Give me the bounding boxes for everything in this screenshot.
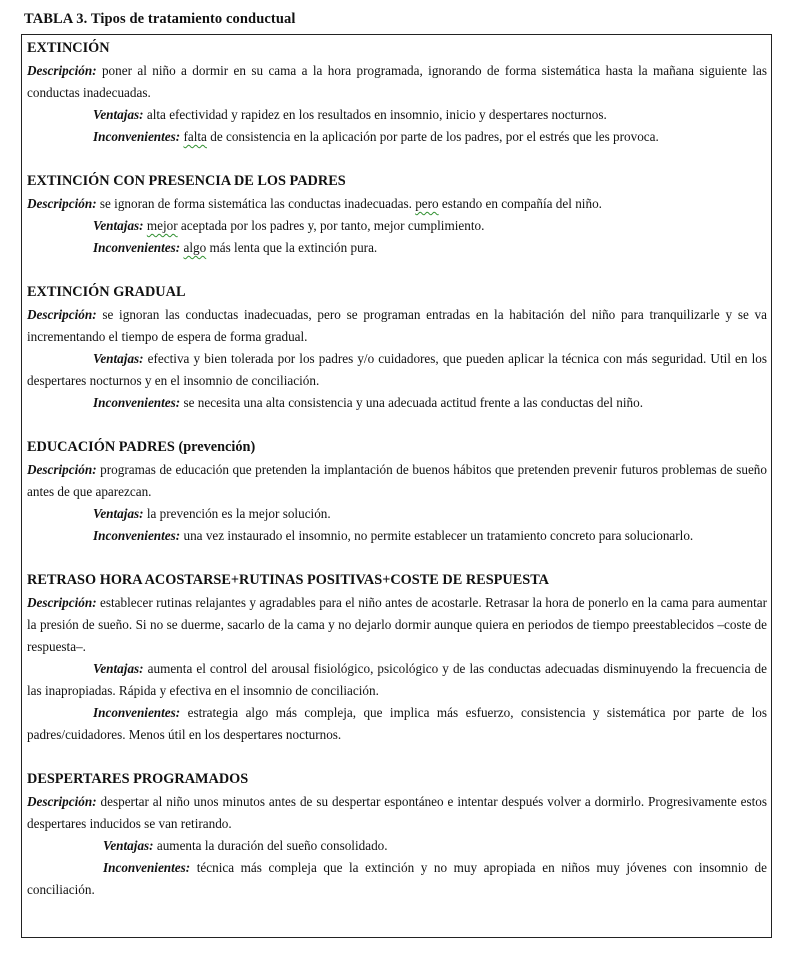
descripcion-paragraph xyxy=(27,791,767,835)
inconvenientes-label: Inconvenientes: xyxy=(93,528,181,543)
inconvenientes-text: estrategia algo más compleja, que implica más esfuerzo, consistencia y sistemática por parte de los padres/cuidadores. Menos útil en los despertares nocturnos. xyxy=(27,705,767,742)
section-despertares-programados xyxy=(27,768,767,901)
ventajas-text: aceptada por los padres y, por tanto, mejor cumplimiento. xyxy=(177,218,485,233)
inconvenientes-label: Inconvenientes: xyxy=(93,705,181,720)
ventajas-paragraph xyxy=(27,104,767,126)
ventajas-text: aumenta el control del arousal fisiológico, psicológico y de las conductas adecuadas disminuyendo la frecuencia de las inapropiadas. Rápida y efectiva en el insomnio de conciliación. xyxy=(27,661,767,698)
inconvenientes-paragraph xyxy=(27,525,767,547)
inconvenientes-paragraph xyxy=(27,702,767,746)
section-heading: EDUCACIÓN PADRES (prevención) xyxy=(27,439,256,455)
spellcheck-flagged-word: algo xyxy=(183,240,207,255)
section-retraso-hora-acostarse xyxy=(27,569,767,746)
ventajas-paragraph xyxy=(27,835,767,857)
ventajas-label: Ventajas: xyxy=(93,351,144,366)
descripcion-paragraph xyxy=(27,60,767,104)
inconvenientes-paragraph xyxy=(27,392,767,414)
ventajas-text: efectiva y bien tolerada por los padres y/o cuidadores, que pueden aplicar la técnica con más seguridad. Util en los despertares nocturnos y en el insomnio de conciliación. xyxy=(27,351,767,388)
spellcheck-flagged-word: pero xyxy=(415,196,439,211)
inconvenientes-text: una vez instaurado el insomnio, no permite establecer un tratamiento concreto para solucionarlo. xyxy=(180,528,694,543)
ventajas-label: Ventajas: xyxy=(93,661,144,676)
inconvenientes-label: Inconvenientes: xyxy=(93,129,181,144)
descripcion-label: Descripción: xyxy=(27,462,97,477)
inconvenientes-text: de consistencia en la aplicación por parte de los padres, por el estrés que les provoca. xyxy=(206,129,659,144)
section-heading: EXTINCIÓN CON PRESENCIA DE LOS PADRES xyxy=(27,173,346,189)
ventajas-label: Ventajas: xyxy=(93,107,144,122)
inconvenientes-label: Inconvenientes: xyxy=(103,860,191,875)
spellcheck-flagged-word: falta xyxy=(183,129,207,144)
descripcion-text: estando en compañía del niño. xyxy=(438,196,602,211)
inconvenientes-paragraph xyxy=(27,237,767,259)
descripcion-paragraph xyxy=(27,592,767,658)
table-content xyxy=(27,37,767,923)
descripcion-text: programas de educación que pretenden la implantación de buenos hábitos que pretenden prevenir futuros problemas de sueño antes de que aparezcan. xyxy=(27,462,767,499)
section-heading: EXTINCIÓN xyxy=(27,40,110,56)
ventajas-label: Ventajas: xyxy=(103,838,154,853)
section-extincion xyxy=(27,37,767,148)
inconvenientes-label: Inconvenientes: xyxy=(93,395,181,410)
section-heading: RETRASO HORA ACOSTARSE+RUTINAS POSITIVAS+COSTE DE RESPUESTA xyxy=(27,572,549,588)
section-extincion-gradual xyxy=(27,281,767,414)
table-title: TABLA 3. Tipos de tratamiento conductual xyxy=(24,11,296,27)
descripcion-paragraph xyxy=(27,304,767,348)
descripcion-label: Descripción: xyxy=(27,63,97,78)
descripcion-label: Descripción: xyxy=(27,595,97,610)
inconvenientes-text: se necesita una alta consistencia y una adecuada actitud frente a las conductas del niño. xyxy=(180,395,644,410)
section-extincion-presencia-padres xyxy=(27,170,767,259)
inconvenientes-text: más lenta que la extinción pura. xyxy=(206,240,378,255)
descripcion-label: Descripción: xyxy=(27,794,97,809)
ventajas-text: la prevención es la mejor solución. xyxy=(143,506,331,521)
ventajas-text: aumenta la duración del sueño consolidado. xyxy=(153,838,388,853)
descripcion-text-lead: se ignoran de forma sistemática las conductas inadecuadas. xyxy=(96,196,416,211)
ventajas-paragraph xyxy=(27,215,767,237)
inconvenientes-paragraph xyxy=(27,857,767,901)
descripcion-paragraph xyxy=(27,193,767,215)
inconvenientes-paragraph xyxy=(27,126,767,148)
ventajas-label: Ventajas: xyxy=(93,506,144,521)
ventajas-paragraph xyxy=(27,348,767,392)
ventajas-paragraph xyxy=(27,658,767,702)
spellcheck-flagged-word: mejor xyxy=(146,218,178,233)
ventajas-label: Ventajas: xyxy=(93,218,144,233)
ventajas-text: alta efectividad y rapidez en los resultados en insomnio, inicio y despertares nocturnos. xyxy=(143,107,607,122)
descripcion-paragraph xyxy=(27,459,767,503)
inconvenientes-text: técnica más compleja que la extinción y no muy apropiada en niños muy jóvenes con insomnio de conciliación. xyxy=(27,860,767,897)
descripcion-text: se ignoran las conductas inadecuadas, pero se programan entradas en la habitación del niño para tranquilizarle y se va incrementando el tiempo de espera de forma gradual. xyxy=(27,307,767,344)
descripcion-label: Descripción: xyxy=(27,196,97,211)
section-heading: DESPERTARES PROGRAMADOS xyxy=(27,771,249,787)
descripcion-text: despertar al niño unos minutos antes de su despertar espontáneo e intentar después volver a dormirlo. Progresivamente estos despertares inducidos se van retirando. xyxy=(27,794,767,831)
descripcion-text: poner al niño a dormir en su cama a la hora programada, ignorando de forma sistemática hasta la mañana siguiente las conductas inadecuadas. xyxy=(27,63,767,100)
section-heading: EXTINCIÓN GRADUAL xyxy=(27,284,186,300)
section-educacion-padres xyxy=(27,436,767,547)
ventajas-paragraph xyxy=(27,503,767,525)
descripcion-text: establecer rutinas relajantes y agradables para el niño antes de acostarle. Retrasar la hora de ponerlo en la cama para aumentar la presión de sueño. Si no se duerme, sacarlo de la cama y no dejarlo dormir aunque quiera en periodos de tiempo preestablecidos –coste de respuesta–. xyxy=(27,595,767,654)
descripcion-label: Descripción: xyxy=(27,307,97,322)
inconvenientes-label: Inconvenientes: xyxy=(93,240,181,255)
